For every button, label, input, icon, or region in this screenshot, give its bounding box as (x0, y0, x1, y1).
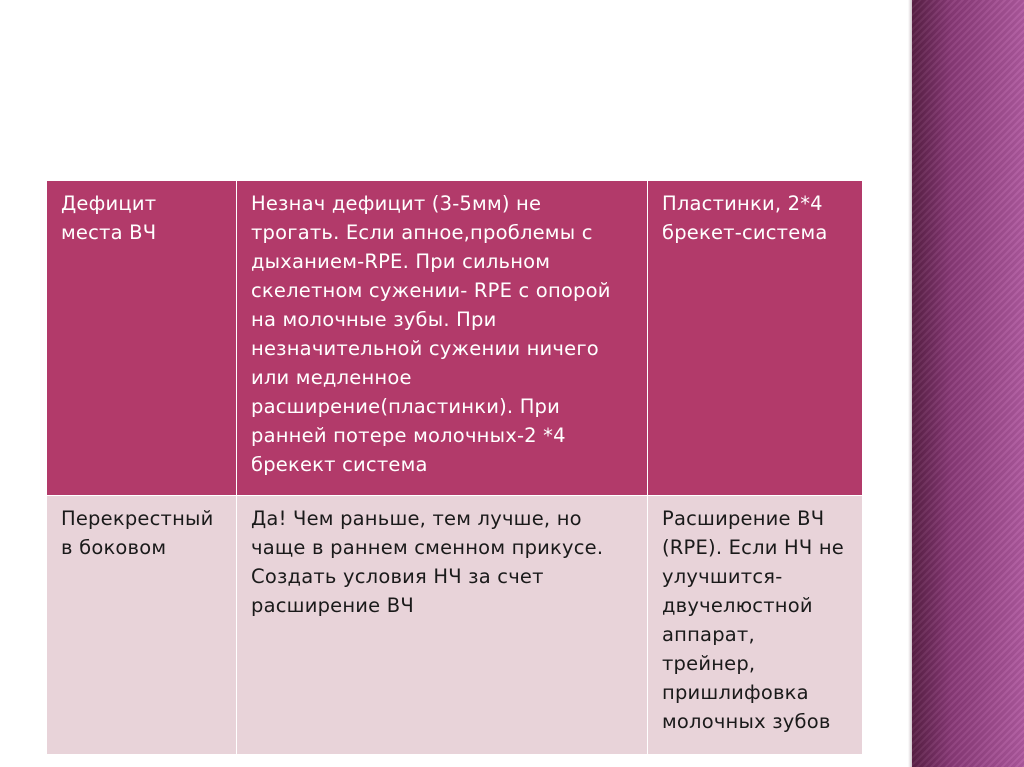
cell-recommendation: Незнач дефицит (3-5мм) не трогать. Если апное,проблемы с дыханием-RPE. При сильном скелетном сужении- RPE с опорой на молочные зубы. При незначительной сужении ничего или медленное расширение(пластинки). При ранней потере молочных-2 *4 брекект система (237, 181, 648, 496)
cell-condition: Перекрестный в боковом (47, 496, 237, 755)
table-row (47, 496, 863, 755)
cell-recommendation: Да! Чем раньше, тем лучше, но чаще в раннем сменном прикусе. Создать условия НЧ за счет расширение ВЧ (237, 496, 648, 755)
cell-condition: Дефицит места ВЧ (47, 181, 237, 496)
decorative-side-band (912, 0, 1024, 767)
cell-treatment: Расширение ВЧ (RPE). Если НЧ не улучшится-двучелюстной аппарат, трейнер, пришлифовка молочных зубов (648, 496, 863, 755)
table-row (47, 181, 863, 496)
orthodontic-table (46, 180, 863, 755)
cell-treatment: Пластинки, 2*4 брекет-система (648, 181, 863, 496)
